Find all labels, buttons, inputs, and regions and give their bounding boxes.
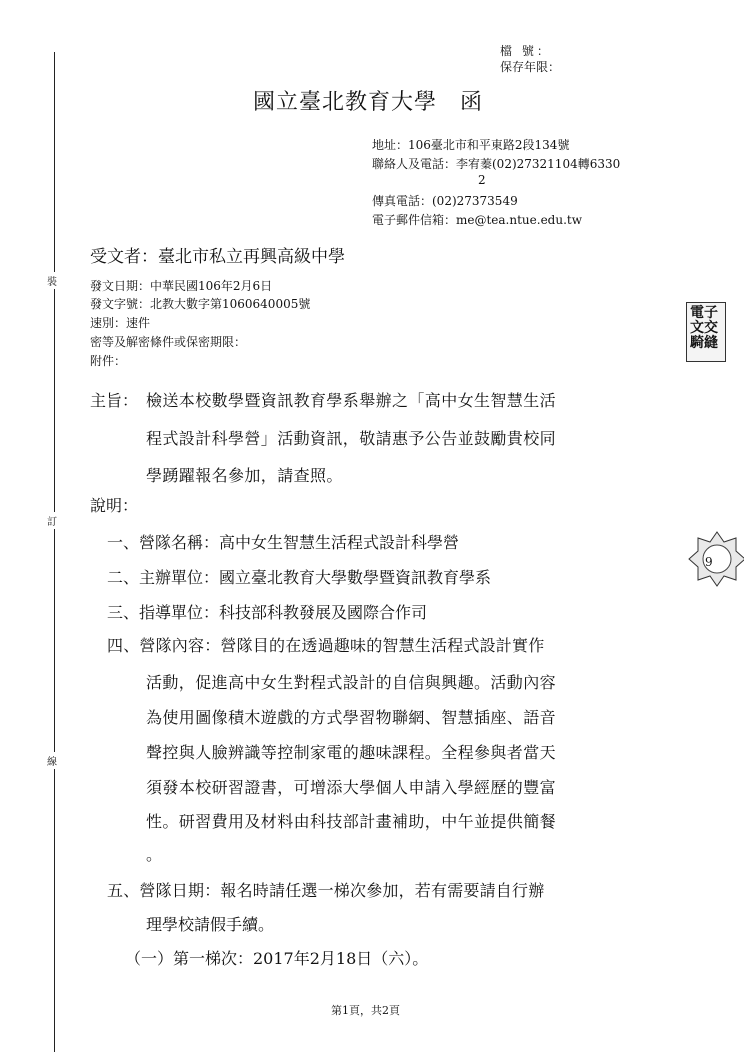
item-content-line: 聲控與人臉辨識等控制家電的趣味課程。全程參與者當天	[146, 743, 557, 762]
contact-phone-line: 聯絡人及電話：李宥蓁(02)27321104轉6330	[372, 157, 621, 171]
subject-line: 學踴躍報名參加，請查照。	[146, 466, 343, 485]
item-content-line: 為使用圖像積木遊戲的方式學習物聯網、智慧插座、語音	[146, 708, 557, 727]
seal-number: 9	[705, 555, 713, 569]
recipient: 受文者：臺北市私立再興高級中學	[90, 247, 345, 267]
stamp-line: 電子	[690, 305, 718, 321]
binding-mark-zhuang: 裝	[47, 272, 57, 289]
subject-line: 程式設計科學營」活動資訊，敬請惠予公告並鼓勵貴校同	[146, 429, 557, 448]
item-content-line: 性。研習費用及材料由科技部計畫補助，中午並提供簡餐	[146, 812, 557, 831]
item-content: 四、營隊內容：營隊目的在透過趣味的智慧生活程式設計實作	[107, 636, 545, 655]
document-number: 發文字號：北教大數字第1060640005號	[90, 297, 311, 311]
item-dates: 五、營隊日期：報名時請任選一梯次參加，若有需要請自行辦	[107, 881, 545, 900]
item-camp-name: 一、營隊名稱：高中女生智慧生活程式設計科學營	[107, 533, 460, 552]
item-content-line: 。	[146, 845, 163, 864]
file-number-label: 檔 號：	[500, 44, 552, 58]
issue-date: 發文日期：中華民國106年2月6日	[90, 279, 273, 293]
contact-phone-continuation: 2	[478, 173, 486, 187]
stamp-line: 騎縫	[690, 335, 718, 351]
document-title: 國立臺北教育大學 函	[253, 90, 484, 115]
item-supervisor: 三、指導單位：科技部科教發展及國際合作司	[107, 603, 428, 622]
explanation-label: 說明：	[90, 496, 139, 515]
retention-period-label: 保存年限：	[500, 60, 561, 74]
sub-item-first-session: （一）第一梯次：2017年2月18日（六）。	[125, 949, 429, 968]
attachments: 附件：	[90, 354, 127, 368]
stamp-line: 文交	[690, 320, 718, 336]
email-line: 電子郵件信箱：me@tea.ntue.edu.tw	[372, 213, 582, 227]
binding-mark-xian: 線	[47, 752, 57, 769]
binding-mark-ding: 訂	[47, 512, 57, 529]
fax-line: 傳真電話：(02)27373549	[372, 194, 518, 208]
electronic-document-stamp	[686, 302, 726, 362]
item-content-line: 活動，促進高中女生對程式設計的自信與興趣。活動內容	[146, 673, 557, 692]
item-organizer: 二、主辦單位：國立臺北教育大學數學暨資訊教育學系	[107, 568, 492, 587]
item-content-line: 須發本校研習證書，可增添大學個人申請入學經歷的豐富	[146, 778, 557, 797]
binding-line	[54, 52, 55, 1052]
subject-label: 主旨：	[90, 391, 139, 410]
page-footer: 第1頁，共2頁	[331, 1004, 400, 1017]
item-dates-line: 理學校請假手續。	[146, 915, 275, 934]
subject-line: 檢送本校數學暨資訊教育學系舉辦之「高中女生智慧生活	[146, 391, 557, 410]
secrecy-level: 密等及解密條件或保密期限：	[90, 335, 247, 349]
delivery-speed: 速別：速件	[90, 316, 151, 330]
seal-icon	[688, 530, 744, 588]
address-line: 地址：106臺北市和平東路2段134號	[372, 138, 570, 152]
